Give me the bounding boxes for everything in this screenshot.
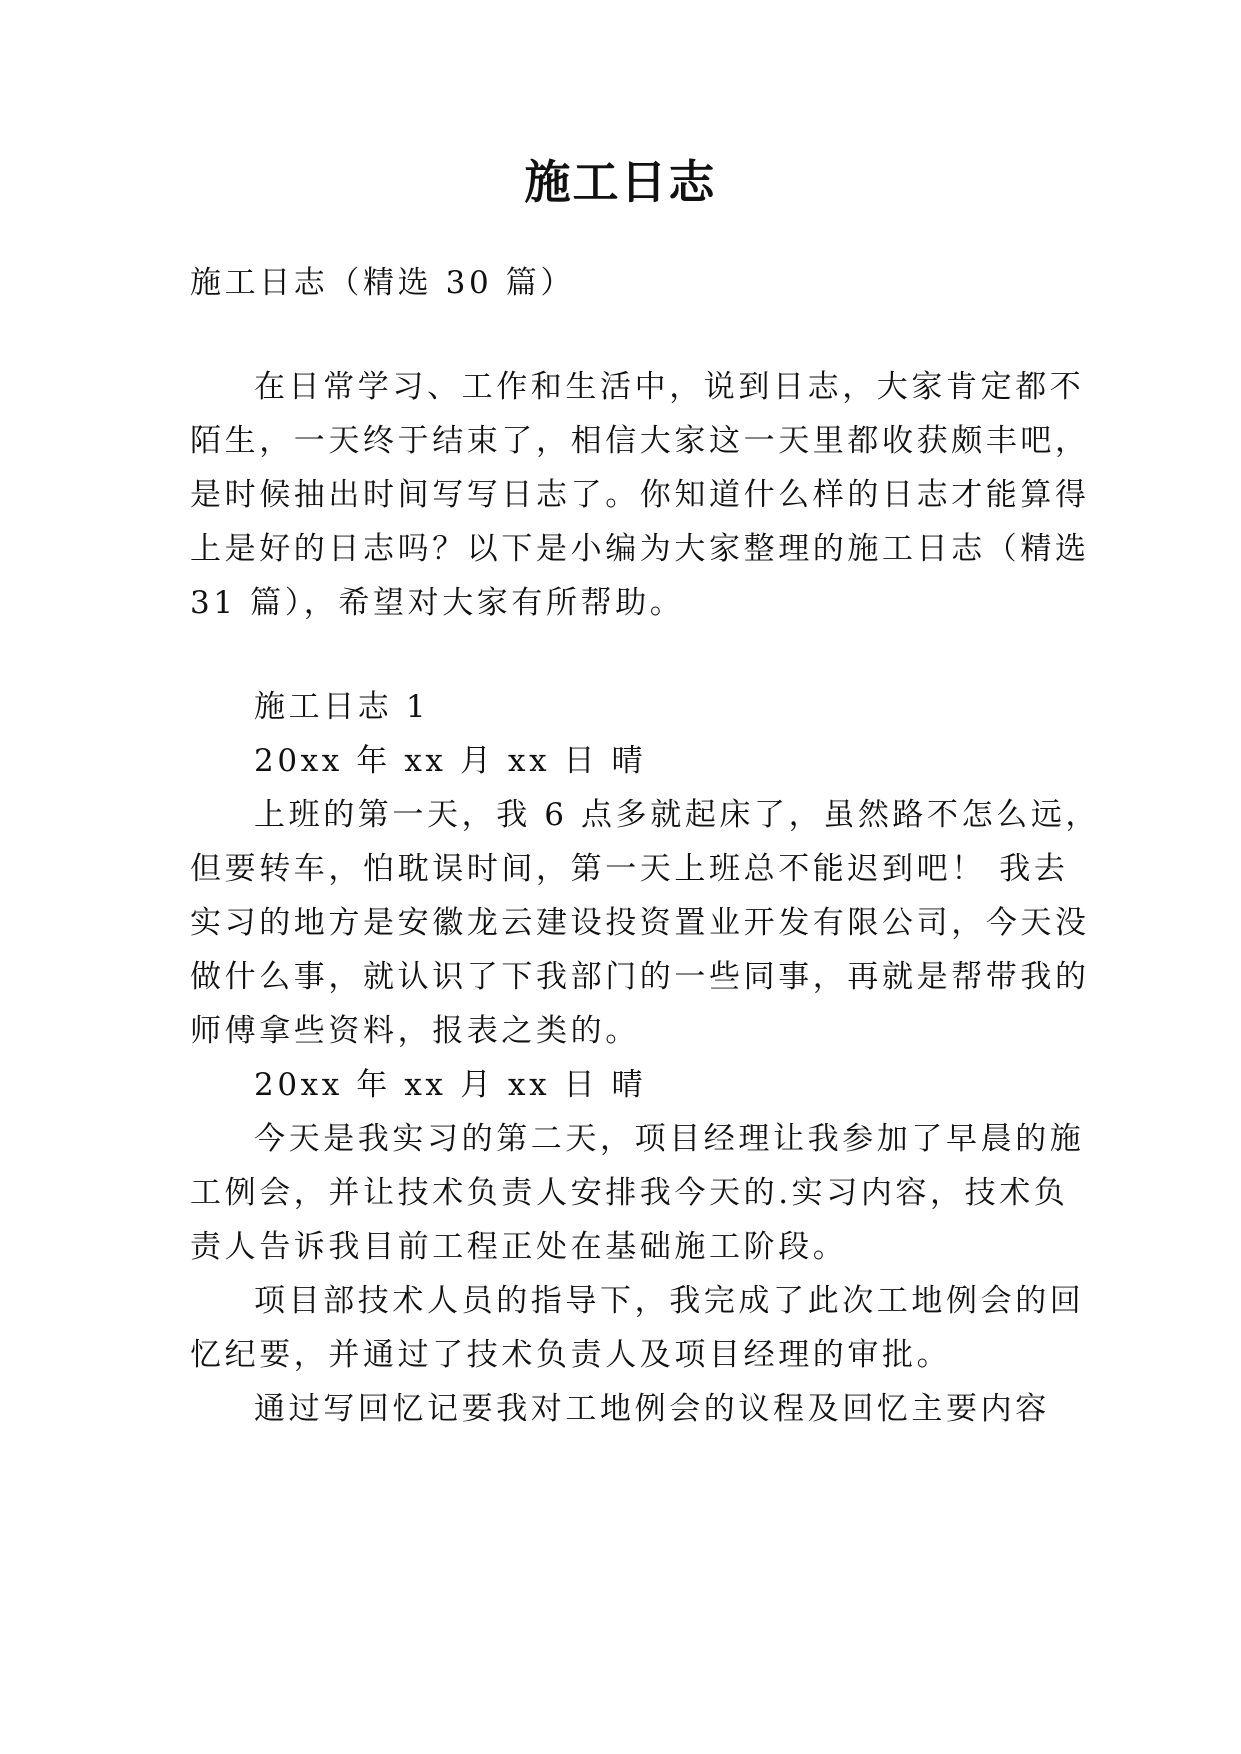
entry2-para1-line-1: 今天是我实习的第二天，项目经理让我参加了早晨的施 — [254, 1121, 1085, 1157]
section-heading: 施工日志 1 — [254, 689, 430, 725]
entry1-line-4: 做什么事，就认识了下我部门的一些同事，再就是帮带我的 — [190, 959, 1090, 995]
document-title: 施工日志 — [524, 155, 717, 209]
intro-line-2: 陌生，一天终于结束了，相信大家这一天里都收获颇丰吧， — [190, 423, 1090, 459]
entry1-line-2: 但要转车，怕耽误时间，第一天上班总不能迟到吧！ 我去 — [190, 851, 1069, 887]
entry2-para1-line-3: 责人告诉我目前工程正处在基础施工阶段。 — [190, 1229, 848, 1265]
intro-line-1: 在日常学习、工作和生活中，说到日志，大家肯定都不 — [254, 369, 1085, 405]
entry1-line-1: 上班的第一天，我 6 点多就起床了，虽然路不怎么远， — [254, 797, 1101, 833]
entry-date: 20xx 年 xx 月 xx 日 晴 — [254, 743, 647, 779]
entry1-line-5: 师傅拿些资料，报表之类的。 — [190, 1013, 640, 1049]
entry-date: 20xx 年 xx 月 xx 日 晴 — [254, 1067, 647, 1103]
intro-line-5: 31 篇），希望对大家有所帮助。 — [190, 585, 685, 621]
entry1-line-3: 实习的地方是安徽龙云建设投资置业开发有限公司，今天没 — [190, 905, 1090, 941]
entry2-para1-line-2: 工例会，并让技术负责人安排我今天的.实习内容，技术负 — [190, 1175, 1069, 1211]
document-subtitle: 施工日志（精选 30 篇） — [190, 265, 575, 301]
intro-line-4: 上是好的日志吗？以下是小编为大家整理的施工日志（精选 — [190, 531, 1090, 567]
entry2-para2-line-1: 项目部技术人员的指导下，我完成了此次工地例会的回 — [254, 1283, 1085, 1319]
entry2-para2-line-2: 忆纪要，并通过了技术负责人及项目经理的审批。 — [190, 1337, 952, 1373]
intro-line-3: 是时候抽出时间写写日志了。你知道什么样的日志才能算得 — [190, 477, 1090, 513]
entry2-para3-line-1: 通过写回忆记要我对工地例会的议程及回忆主要内容 — [254, 1391, 1050, 1427]
